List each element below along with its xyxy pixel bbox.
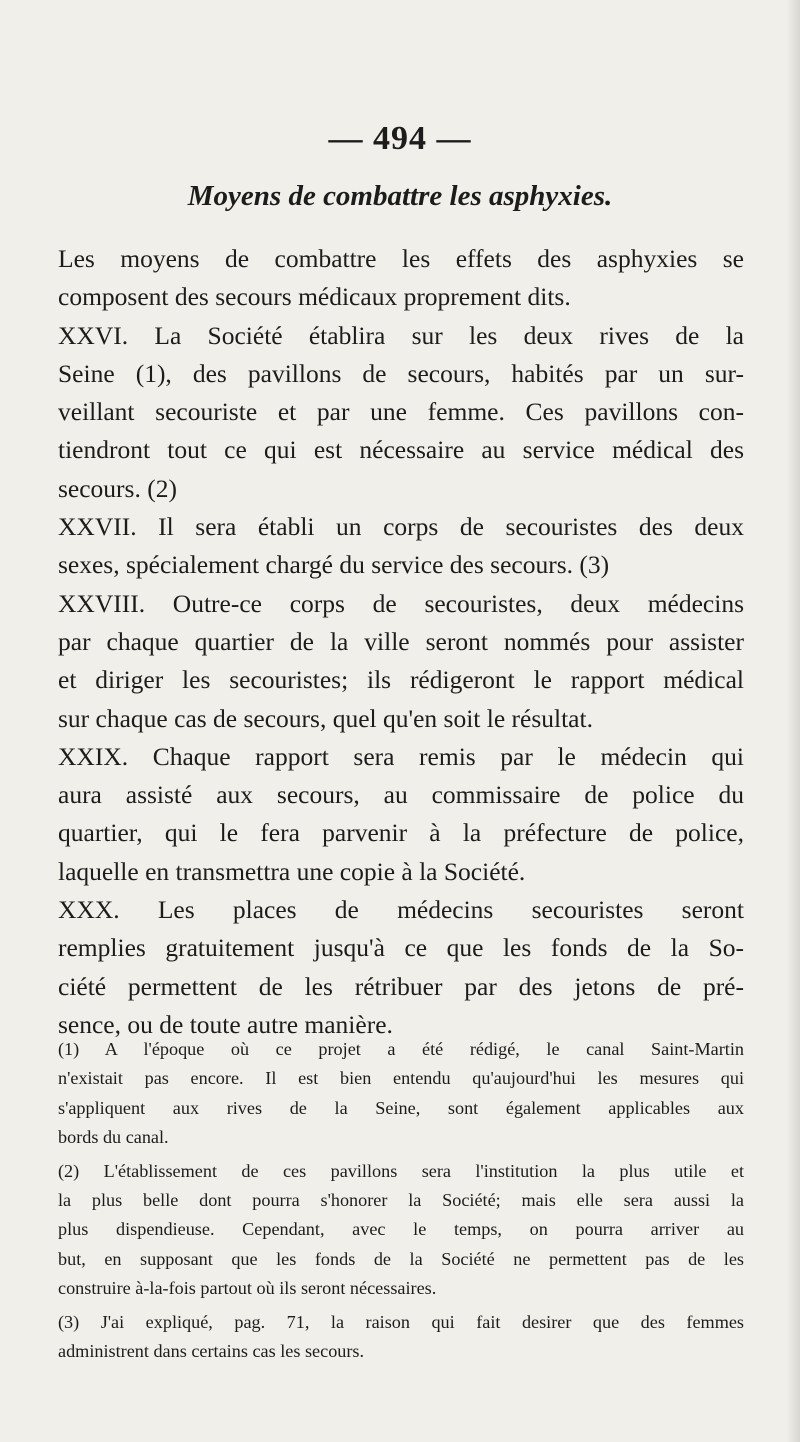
body-line: Seine (1), des pavillons de secours, habités par un sur- <box>58 358 744 388</box>
footnote-1-line: s'appliquent aux rives de la Seine, sont également applicables aux <box>58 1097 744 1118</box>
body-line: sur chaque cas de secours, quel qu'en soit le résultat. <box>58 703 593 733</box>
body-line: XXVIII. Outre-ce corps de secouristes, deux médecins <box>58 588 744 618</box>
body-line: et diriger les secouristes; ils rédigeront le rapport médical <box>58 665 744 695</box>
body-line: quartier, qui le fera parvenir à la préfecture de police, <box>58 818 744 848</box>
footnote-1-line: n'existait pas encore. Il est bien entendu qu'aujourd'hui les mesures qui <box>58 1068 744 1089</box>
footnote-1-line: bords du canal. <box>58 1127 169 1148</box>
footnote-1-line: (1) A l'époque où ce projet a été rédigé, le canal Saint-Martin <box>58 1039 744 1059</box>
body-line: tiendront tout ce qui est nécessaire au service médical des <box>58 435 744 465</box>
footnote-3-line: administrent dans certains cas les secours. <box>58 1341 365 1362</box>
body-line: composent des secours médicaux proprement dits. <box>58 282 571 312</box>
footnote-3-line: (3) J'ai expliqué, pag. 71, la raison qui fait desirer que des femmes <box>58 1311 744 1332</box>
section-heading: Moyens de combattre les asphyxies. <box>187 180 613 212</box>
footnote-2-line: plus dispendieuse. Cependant, avec le temps, on pourra arriver au <box>58 1219 744 1240</box>
body-line: XXVI. La Société établira sur les deux rives de la <box>58 320 744 350</box>
body-text <box>58 240 744 1044</box>
body-line: laquelle en transmettra une copie à la Société. <box>58 856 526 886</box>
body-line: XXX. Les places de médecins secouristes seront <box>58 895 744 925</box>
footnotes <box>58 1035 744 1366</box>
body-line: par chaque quartier de la ville seront nommés pour assister <box>58 626 744 656</box>
page-number: — 494 — <box>328 120 472 157</box>
body-line: remplies gratuitement jusqu'à ce que les fonds de la So- <box>58 933 744 963</box>
body-line: veillant secouriste et par une femme. Ces pavillons con- <box>58 397 744 427</box>
footnote-2-line: but, en supposant que les fonds de la Société ne permettent pas de les <box>58 1248 744 1269</box>
body-line: sence, ou de toute autre manière. <box>58 1009 393 1039</box>
footnote-2-line: (2) L'établissement de ces pavillons sera l'institution la plus utile et <box>58 1160 744 1181</box>
body-line: XXVII. Il sera établi un corps de secouristes des deux <box>58 512 744 542</box>
page-edge-shadow <box>786 0 800 1442</box>
body-line: sexes, spécialement chargé du service des secours. (3) <box>58 550 610 580</box>
body-line: XXIX. Chaque rapport sera remis par le médecin qui <box>58 741 744 771</box>
body-line: Les moyens de combattre les effets des asphyxies se <box>58 244 744 273</box>
footnote-2-line: la plus belle dont pourra s'honorer la Société; mais elle sera aussi la <box>58 1190 744 1211</box>
footnote-2-line: construire à-la-fois partout où ils seront nécessaires. <box>58 1278 437 1299</box>
body-line: secours. (2) <box>58 473 177 503</box>
body-line: aura assisté aux secours, au commissaire de police du <box>58 780 744 810</box>
body-line: ciété permettent de les rétribuer par des jetons de pré- <box>58 971 744 1001</box>
